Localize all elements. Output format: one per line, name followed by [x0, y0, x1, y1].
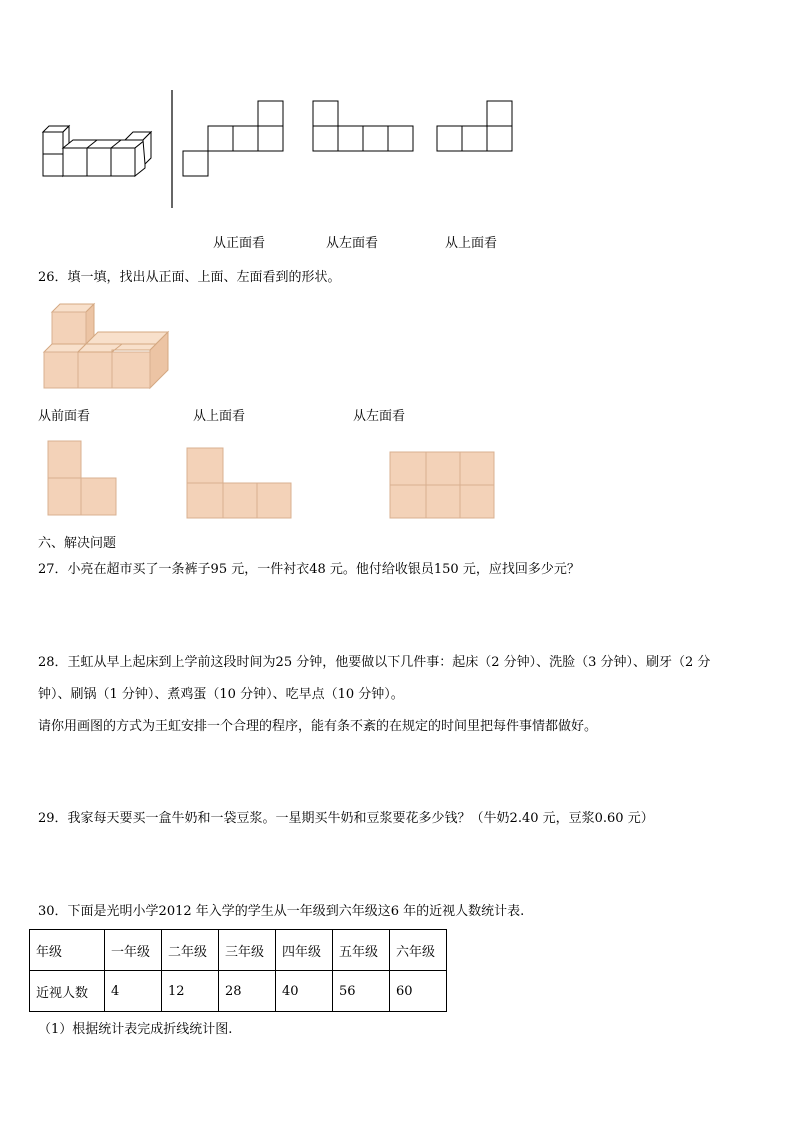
q26-left-view — [389, 451, 497, 521]
q25-caption-left: 从左面看 — [326, 236, 379, 251]
q25-left-view-grid — [312, 100, 414, 154]
q25-caption-top: 从上面看 — [445, 236, 498, 251]
section-6-title: 六、解决问题 — [38, 536, 117, 551]
table-cell: 56 — [333, 971, 390, 1012]
table-cell: 四年级 — [276, 930, 333, 971]
table-cell: 近视人数 — [30, 971, 105, 1012]
table-header-row — [30, 930, 447, 971]
table-cell: 12 — [162, 971, 219, 1012]
q25-cube-figure — [40, 128, 155, 180]
q26-prompt: 26．填一填，找出从正面、上面、左面看到的形状。 — [38, 270, 341, 285]
table-cell: 4 — [105, 971, 162, 1012]
q30-text: 30．下面是光明小学2012 年入学的学生从一年级到六年级这6 年的近视人数统计表. — [38, 904, 525, 919]
q26-label-front: 从前面看 — [38, 409, 91, 424]
q26-label-top: 从上面看 — [193, 409, 246, 424]
table-cell: 40 — [276, 971, 333, 1012]
q25-divider — [170, 90, 174, 210]
table-cell: 三年级 — [219, 930, 276, 971]
table-cell: 六年级 — [390, 930, 447, 971]
q25-front-view-grid — [183, 100, 285, 178]
q28-line2: 钟）、刷锅（1 分钟）、煮鸡蛋（10 分钟）、吃早点（10 分钟）。 — [38, 687, 404, 702]
table-cell: 60 — [390, 971, 447, 1012]
q28-line3: 请你用画图的方式为王虹安排一个合理的程序，能有条不紊的在规定的时间里把每件事情都做好。 — [38, 719, 598, 734]
q25-top-view-grid — [436, 100, 514, 154]
table-cell: 一年级 — [105, 930, 162, 971]
table-data-row — [30, 971, 447, 1012]
q27-text: 27．小亮在超市买了一条裤子95 元，一件衬衣48 元。他付给收银员150 元，应找回多少元？ — [38, 562, 580, 577]
q26-cube-figure — [42, 300, 172, 392]
q26-top-view — [186, 447, 294, 521]
table-cell: 二年级 — [162, 930, 219, 971]
myopia-stats-table — [29, 929, 447, 1012]
table-cell: 五年级 — [333, 930, 390, 971]
q28-line1: 28．王虹从早上起床到上学前这段时间为25 分钟，他要做以下几件事：起床（2 分钟）、洗脸（3 分钟）、刷牙（2 分 — [38, 655, 711, 670]
q25-caption-front: 从正面看 — [213, 236, 266, 251]
q26-label-left: 从左面看 — [353, 409, 406, 424]
q29-text: 29．我家每天要买一盒牛奶和一袋豆浆。一星期买牛奶和豆浆要花多少钱？（牛奶2.40 元，豆浆0.60 元） — [38, 811, 654, 826]
table-cell: 28 — [219, 971, 276, 1012]
q26-front-view — [47, 440, 119, 518]
table-cell: 年级 — [30, 930, 105, 971]
q30-sub1: （1）根据统计表完成折线统计图. — [38, 1022, 233, 1037]
